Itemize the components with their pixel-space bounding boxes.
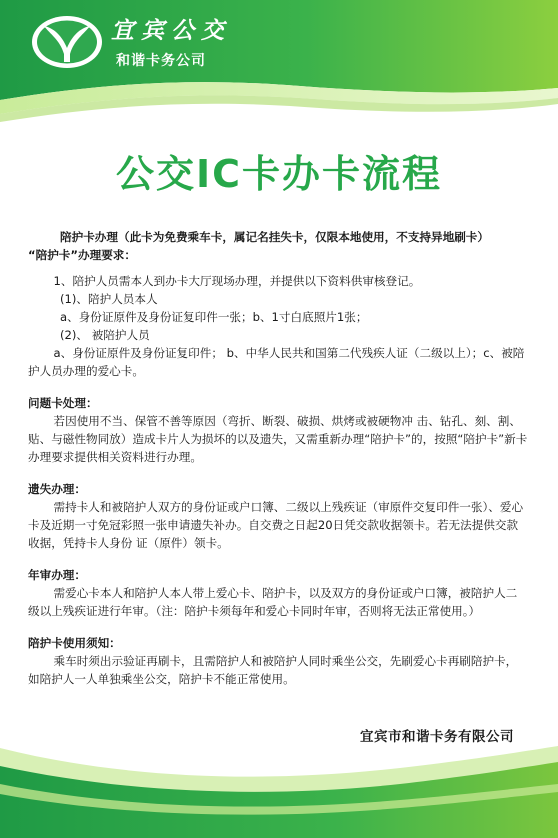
escort-card-item1-detail: a、身份证原件及身份证复印件一张；b、1寸白底照片1张； [60, 310, 368, 324]
content-body [28, 228, 528, 688]
y-leaf-logo-icon [30, 14, 104, 70]
escort-card-requirements-heading: “陪护卡”办理要求： [28, 248, 136, 262]
escort-card-item1: (1)、陪护人员本人 [60, 292, 158, 306]
lost-card-heading: 遗失办理： [28, 482, 86, 496]
problem-card-heading: 问题卡处理： [28, 396, 98, 410]
escort-card-item2: (2)、 被陪护人员 [60, 328, 150, 342]
page-title: 公交IC卡办卡流程 [115, 152, 443, 196]
escort-card-item2-detail: a、身份证原件及身份证复印件； b、中华人民共和国第二代残疾人证（二级以上）；c、被陪护人员办理的爱心卡。 [28, 346, 525, 378]
escort-card-intro: 1、陪护人员需本人到办卡大厅现场办理，并提供以下资料供审核登记。 [53, 274, 421, 288]
escort-card-heading: 陪护卡办理（此卡为免费乘车卡，属记名挂失卡，仅限本地使用，不支持异地刷卡） [60, 230, 489, 244]
usage-notice-body: 乘车时须出示验证再刷卡，且需陪护人和被陪护人同时乘坐公交，先刷爱心卡再刷陪护卡，如陪护人一人单独乘坐公交，陪护卡不能正常使用。 [28, 654, 518, 686]
annual-review-heading: 年审办理： [28, 568, 86, 582]
spacer [28, 264, 528, 272]
lost-card-body: 需持卡人和被陪护人双方的身份证或户口簿、二级以上残疾证（审原件交复印件一张）、爱心卡及近期一寸免冠彩照一张申请遗失补办。自交费之日起20日凭交款收据领卡。若无法提供交款收据，凭持卡人身份 证（原件）领卡。 [28, 500, 524, 550]
annual-review-body: 需爱心卡本人和陪护人本人带上爱心卡、陪护卡，以及双方的身份证或户口簿，被陪护人二级以上残疾证进行年审。（注：陪护卡须每年和爱心卡同时年审，否则将无法正常使用。） [28, 586, 518, 618]
brand-subtitle: 和谐卡务公司 [116, 53, 206, 69]
usage-notice-heading: 陪护卡使用须知： [28, 636, 121, 650]
problem-card-body: 若因使用不当、保管不善等原因（弯折、断裂、破损、烘烤或被硬物冲 击、钻孔、刻、割、贴、与磁性物同放）造成卡片人为损坏的以及遗失，又需重新办理“陪护卡”的，按照“陪护卡”新卡办理要求提供相关资料进行办理。 [28, 414, 528, 464]
company-signature: 宜宾市和谐卡务有限公司 [360, 729, 514, 745]
brand-name: 宜宾公交 [111, 17, 231, 44]
